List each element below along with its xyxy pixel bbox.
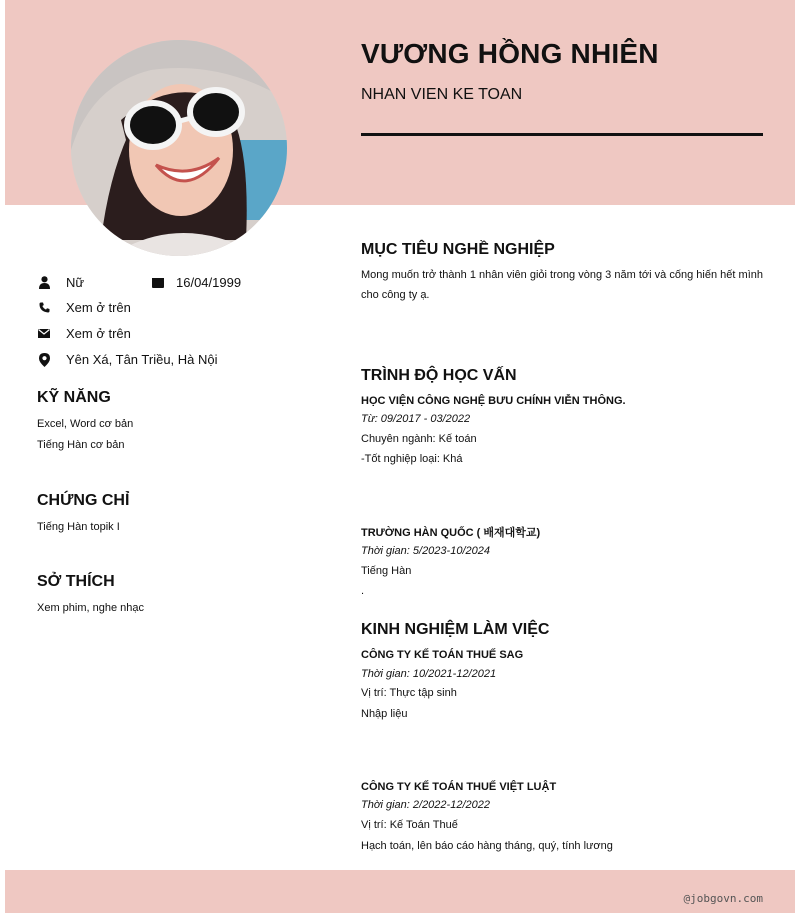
email-value: Xem ở trên <box>66 326 131 341</box>
education-period: Từ: 09/2017 - 03/2022 <box>361 413 471 425</box>
education-detail: Chuyên ngành: Kế toán <box>361 433 477 445</box>
experience-company: CÔNG TY KẾ TOÁN THUẾ SAG <box>361 649 524 661</box>
phone-icon <box>37 301 51 315</box>
skills-heading: KỸ NĂNG <box>37 389 111 406</box>
experience-detail: Nhập liệu <box>361 708 408 720</box>
calendar-icon <box>151 276 165 290</box>
objective-text: Mong muốn trở thành 1 nhân viên giỏi trong vòng 3 năm tới và cống hiến hết mình cho công ty ạ. <box>361 269 763 301</box>
experience-period: Thời gian: 2/2022-12/2022 <box>361 799 490 811</box>
education-period: Thời gian: 5/2023-10/2024 <box>361 545 490 557</box>
address-value: Yên Xá, Tân Triều, Hà Nội <box>66 352 218 367</box>
hobbies-heading: SỞ THÍCH <box>37 573 115 590</box>
hobby-item: Xem phim, nghe nhạc <box>37 602 145 614</box>
birthdate-value: 16/04/1999 <box>176 275 242 290</box>
job-title: NHAN VIEN KE TOAN <box>361 86 523 103</box>
candidate-name: VƯƠNG HỒNG NHIÊN <box>361 38 659 69</box>
phone-row <box>37 300 131 315</box>
experience-heading: KINH NGHIỆM LÀM VIỆC <box>361 621 550 638</box>
mail-icon <box>37 327 51 341</box>
objective-heading: MỤC TIÊU NGHỀ NGHIỆP <box>361 241 555 258</box>
gender-value: Nữ <box>66 275 85 290</box>
education-school: HỌC VIỆN CÔNG NGHỆ BƯU CHÍNH VIỄN THÔNG. <box>361 395 626 407</box>
experience-detail: Hạch toán, lên báo cáo hàng tháng, quý, tính lương <box>361 840 613 852</box>
education-detail: . <box>361 585 365 597</box>
birthdate-row <box>151 275 241 290</box>
gender-row <box>37 275 84 290</box>
education-detail: Tiếng Hàn <box>361 565 412 577</box>
phone-value: Xem ở trên <box>66 300 131 315</box>
email-row <box>37 326 131 341</box>
education-detail: -Tốt nghiệp loại: Khá <box>361 453 463 465</box>
watermark: @jobgovn.com <box>683 892 763 905</box>
profile-photo <box>71 40 287 256</box>
location-pin-icon <box>37 353 51 367</box>
education-heading: TRÌNH ĐỘ HỌC VẤN <box>361 367 517 384</box>
address-row <box>37 352 218 367</box>
certificates-heading: CHỨNG CHỈ <box>37 492 130 509</box>
experience-detail: Vị trí: Kế Toán Thuế <box>361 819 458 831</box>
skill-item: Tiếng Hàn cơ bản <box>37 439 125 451</box>
header-divider <box>361 133 763 136</box>
footer-band <box>5 870 795 913</box>
profile-photo-illustration <box>71 40 287 256</box>
skill-item: Excel, Word cơ bản <box>37 418 134 430</box>
experience-period: Thời gian: 10/2021-12/2021 <box>361 668 497 680</box>
education-school: TRƯỜNG HÀN QUỐC ( 배재대학교) <box>361 527 541 539</box>
person-icon <box>37 276 51 290</box>
experience-detail: Vị trí: Thực tập sinh <box>361 687 457 699</box>
experience-company: CÔNG TY KẾ TOÁN THUẾ VIỆT LUẬT <box>361 781 557 793</box>
certificate-item: Tiếng Hàn topik I <box>37 521 120 533</box>
